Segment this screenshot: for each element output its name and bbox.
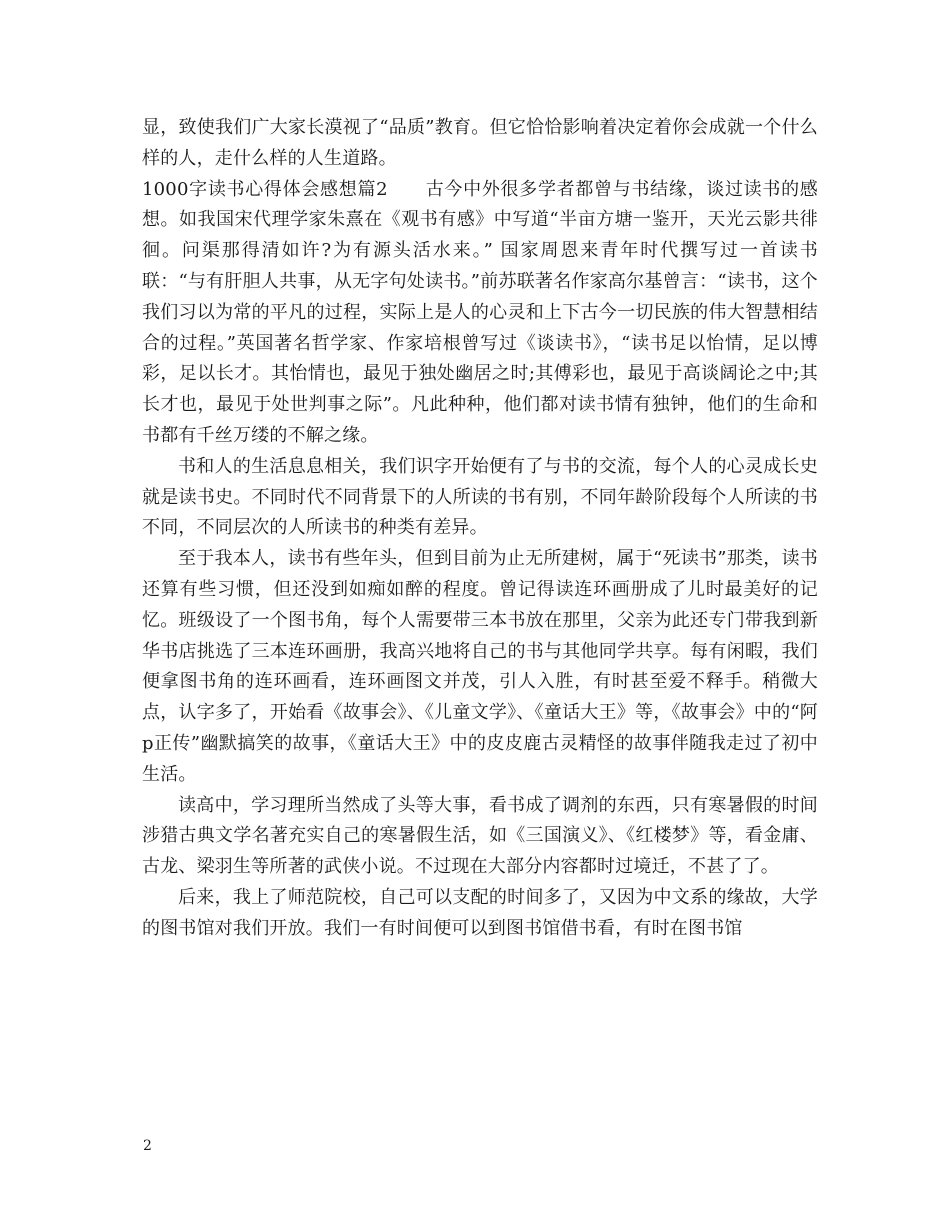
page-number: 2 (143, 1138, 152, 1154)
paragraph-heading-intro: 1000字读书心得体会感想篇2 古今中外很多学者都曾与书结缘，谈过读书的感想。如我国宋代理学家朱熹在《观书有感》中写道“半亩方塘一鉴开，天光云影共徘徊。问渠那得清如许?为有源头活水来。” 国家周恩来青年时代撰写过一首读书联：“与有肝胆人共事，从无字句处读书。”前苏联著名作家高尔基曾言：“读书，这个我们习以为常的平凡的过程，实际上是人的心灵和上下古今一切民族的伟大智慧相结合的过程。”英国著名哲学家、作家培根曾写过《谈读书》，“读书足以怡情，足以博彩，足以长才。其怡情也，最见于独处幽居之时;其傅彩也，最见于高谈阔论之中;其长才也，最见于处世判事之际”。凡此种种，他们都对读书情有独钟，他们的生命和书都有千丝万缕的不解之缘。 (142, 178, 818, 446)
paragraph: 书和人的生活息息相关，我们识字开始便有了与书的交流，每个人的心灵成长史就是读书史。不同时代不同背景下的人所读的书有别，不同年龄阶段每个人所读的书不同，不同层次的人所读书的种类有差异。 (142, 455, 818, 539)
paragraph: 读高中，学习理所当然成了头等大事，看书成了调剂的东西，只有寒暑假的时间涉猎古典文学名著充实自己的寒暑假生活，如《三国演义》、《红楼梦》等，看金庸、古龙、梁羽生等所著的武侠小说。不过现在大部分内容都时过境迁，不甚了了。 (142, 794, 818, 878)
paragraph-continuation: 显，致使我们广大家长漠视了“品质”教育。但它恰恰影响着决定着你会成就一个什么样的人，走什么样的人生道路。 (142, 117, 818, 169)
paragraph: 后来，我上了师范院校，自己可以支配的时间多了，又因为中文系的缘故，大学的图书馆对我们开放。我们一有时间便可以到图书馆借书看，有时在图书馆 (142, 886, 818, 939)
paragraph: 至于我本人，读书有些年头，但到目前为止无所建树，属于“死读书”那类，读书还算有些习惯，但还没到如痴如醉的程度。曾记得读连环画册成了儿时最美好的记忆。班级设了一个图书角，每个人需要带三本书放在那里，父亲为此还专门带我到新华书店挑选了三本连环画册，我高兴地将自己的书与其他同学共享。每有闲暇，我们便拿图书角的连环画看，连环画图文并茂，引人入胜，有时甚至爱不释手。稍微大点，认字多了，开始看《故事会》、《儿童文学》、《童话大王》等，《故事会》中的“阿p正传”幽默搞笑的故事，《童话大王》中的皮皮鹿古灵精怪的故事伴随我走过了初中生活。 (142, 548, 818, 785)
body-text (142, 113, 818, 945)
